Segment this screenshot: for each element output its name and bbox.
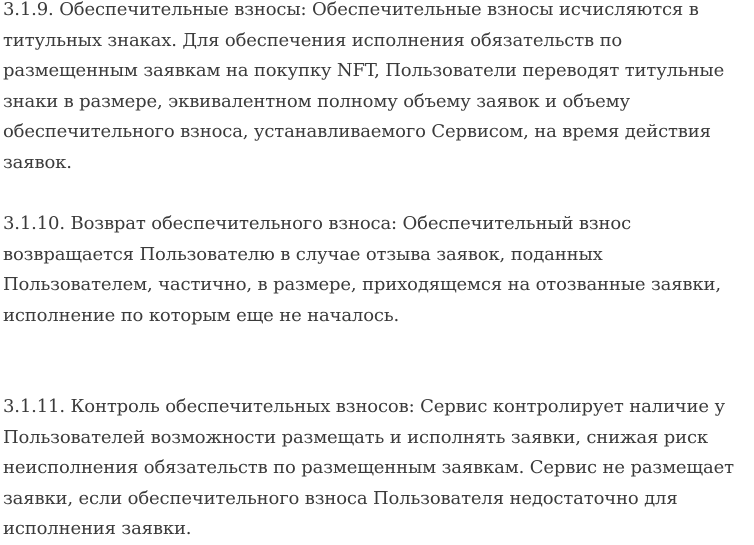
- section-text: Возврат обеспечительного взноса: Обеспечительный взнос возвращается Пользователю в случае отзыва заявок, поданных Пользователем, частично, в размере, приходящемся на отозванные заявки, исполнение по которым еще не началось.: [3, 213, 721, 326]
- section-text: Контроль обеспечительных взносов: Сервис контролирует наличие у Пользователей возможности размещать и исполнять заявки, снижая риск неисполнения обязательств по размещенным заявкам. Сервис не размещает заявки, если обеспечительного взноса Пользователя недостаточно для исполнения заявки.: [3, 396, 734, 539]
- section-3-1-9: [3, 0, 754, 178]
- section-number: 3.1.9.: [3, 0, 54, 20]
- section-number: 3.1.11.: [3, 396, 65, 417]
- section-text: Обеспечительные взносы: Обеспечительные взносы исчисляются в титульных знаках. Для обеспечения исполнения обязательств по размещенным заявкам на покупку NFT, Пользователи переводят титульные знаки в размере, эквивалентном полному объему заявок и объему обеспечительного взноса, устанавливаемого Сервисом, на время действия заявок.: [3, 0, 725, 173]
- section-3-1-11: [3, 392, 754, 545]
- section-3-1-10: [3, 209, 754, 331]
- section-number: 3.1.10.: [3, 213, 65, 234]
